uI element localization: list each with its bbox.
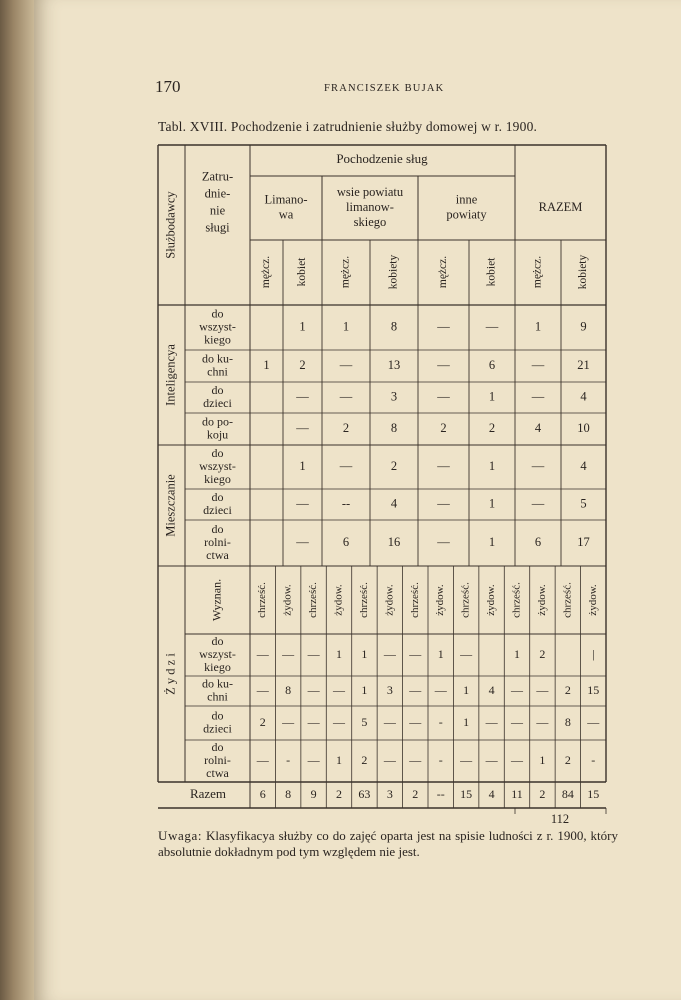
razem-value: 2	[412, 786, 419, 801]
razem-value: 11	[511, 786, 523, 801]
table-caption: Tabl. XVIII. Pochodzenie i zatrudnienie służby domowej w r. 1900.	[158, 119, 538, 134]
cell-value: -	[438, 752, 443, 767]
cell-value: —	[307, 682, 320, 697]
razem-value: 15	[460, 786, 473, 801]
running-head: FRANCISZEK BUJAK	[324, 83, 445, 94]
row-label: wszyst-	[199, 319, 236, 334]
cell-value: 4	[580, 389, 587, 404]
cell-value: —	[409, 752, 422, 767]
cell-value: 4	[534, 420, 542, 435]
row-label: do po-	[202, 414, 233, 429]
row-label: do	[211, 306, 224, 321]
cell-value: —	[485, 319, 499, 334]
col-zatrudnienie-header: nie	[209, 203, 226, 218]
cell-value: —	[437, 319, 450, 334]
cell-value: 1	[361, 646, 368, 661]
row-label: dzieci	[203, 395, 232, 410]
cell-value: —	[307, 714, 320, 729]
row-label: do	[211, 708, 224, 723]
row-label: dzieci	[203, 721, 232, 736]
wyznan-subheader: żydow.	[332, 584, 345, 616]
wyznan-subheader: chrześć.	[510, 582, 523, 618]
cell-value: —	[511, 752, 523, 767]
razem-label: Razem	[189, 785, 227, 801]
cell-value: —	[536, 682, 549, 697]
row-label: do	[211, 382, 224, 397]
note-text: Klasyfikacya służby co do zajęć oparta jest na spisie ludności z r. 1900, który absolutnie dokładnym pod tym względem nie jest.	[158, 828, 618, 859]
cell-value: 5	[580, 496, 587, 511]
wyznan-header: Wyznan.	[209, 578, 224, 622]
cell-value: —	[333, 682, 345, 697]
cell-value: 4	[580, 458, 587, 473]
cell-value: —	[460, 752, 473, 767]
cell-value: —	[434, 682, 447, 697]
cell-value: 2	[299, 357, 306, 372]
cell-value: 5	[361, 714, 368, 729]
section-label-zydzi: Ż y d z i	[163, 653, 178, 695]
cell-value: 6	[488, 357, 496, 372]
cell-value: —	[536, 714, 549, 729]
origin-group-header: wsie powiatu	[336, 184, 404, 199]
cell-value: |	[592, 646, 595, 661]
cell-value: 3	[390, 389, 398, 404]
razem-value: 9	[310, 786, 317, 801]
sex-header: mężcz.	[339, 255, 352, 289]
cell-value: —	[511, 714, 523, 729]
cell-value: —	[485, 714, 498, 729]
row-label: do	[211, 445, 224, 460]
cell-value: 2	[259, 714, 266, 729]
cell-value: —	[511, 682, 523, 697]
col-zatrudnienie-header: Zatru-	[201, 169, 234, 184]
razem-value: 84	[561, 786, 574, 801]
row-label: rolni-	[204, 752, 231, 767]
cell-value: 15	[587, 682, 600, 697]
row-label: rolni-	[204, 534, 231, 549]
cell-value: —	[383, 714, 396, 729]
cell-value: 8	[390, 420, 398, 435]
cell-value: —	[307, 646, 320, 661]
row-label: chni	[207, 364, 228, 379]
origin-header: Pochodzenie sług	[336, 150, 428, 166]
cell-value: --	[341, 496, 351, 511]
cell-value: 6	[342, 534, 350, 549]
cell-value: —	[383, 752, 396, 767]
razem-value: 6	[259, 786, 266, 801]
cell-value: 21	[577, 357, 590, 372]
razem-value: 2	[539, 786, 546, 801]
row-label: dzieci	[203, 502, 232, 517]
row-label: wszyst-	[199, 458, 236, 473]
cell-value: —	[296, 420, 309, 435]
row-label: do	[211, 489, 224, 504]
cell-value: —	[307, 752, 320, 767]
razem-value: 63	[358, 786, 371, 801]
cell-value: 2	[539, 646, 546, 661]
cell-value: 2	[564, 682, 571, 697]
cell-value: 2	[342, 420, 350, 435]
sex-header: kobiety	[387, 254, 400, 290]
cell-value: 2	[361, 752, 368, 767]
cell-value: 1	[463, 714, 470, 729]
wyznan-subheader: chrześć.	[408, 582, 421, 618]
col-zatrudnienie-header: dnie-	[204, 186, 231, 201]
sex-header: kobiety	[577, 254, 590, 290]
cell-value: —	[437, 458, 450, 473]
cell-value: —	[256, 682, 269, 697]
origin-group-header: powiaty	[446, 207, 487, 222]
wyznan-subheader: żydow.	[586, 584, 599, 616]
sex-header: mężcz.	[531, 255, 544, 289]
cell-value: 16	[387, 534, 401, 549]
cell-value: -	[438, 714, 443, 729]
cell-value: —	[437, 357, 450, 372]
cell-value: —	[282, 646, 295, 661]
cell-value: 1	[488, 496, 496, 511]
row-label: kiego	[204, 471, 231, 486]
cell-value: 2	[564, 752, 571, 767]
row-label: chni	[207, 689, 228, 704]
cell-value: 1	[299, 458, 306, 473]
cell-value: -	[286, 752, 291, 767]
wyznan-subheader: żydow.	[535, 584, 548, 616]
cell-value: —	[531, 389, 545, 404]
wyznan-subheader: żydow.	[281, 584, 294, 616]
cell-value: —	[256, 646, 269, 661]
wyznan-subheader: żydow.	[485, 584, 498, 616]
cell-value: —	[409, 714, 422, 729]
cell-value: 1	[361, 682, 368, 697]
cell-value: —	[296, 389, 309, 404]
cell-value: 13	[387, 357, 401, 372]
cell-value: 1	[488, 389, 496, 404]
cell-value: —	[531, 458, 545, 473]
cell-value: 3	[386, 682, 393, 697]
note-label: Uwaga:	[158, 828, 203, 843]
page-number: 170	[155, 77, 181, 96]
cell-value: 4	[390, 496, 398, 511]
cell-value: 9	[580, 319, 587, 334]
origin-group-header: Limano-	[264, 192, 308, 207]
cell-value: —	[333, 714, 345, 729]
wyznan-subheader: chrześć.	[357, 582, 370, 618]
cell-value: —	[437, 534, 450, 549]
cell-value: —	[531, 357, 545, 372]
cell-value: 1	[263, 357, 270, 372]
cell-value: 17	[577, 534, 590, 549]
table-note	[158, 828, 618, 860]
razem-value: 3	[386, 786, 393, 801]
wyznan-subheader: chrześć.	[459, 582, 472, 618]
wyznan-subheader: chrześć.	[256, 582, 269, 618]
cell-value: 8	[564, 714, 571, 729]
cell-value: -	[591, 752, 596, 767]
origin-group-header: limanow-	[346, 199, 394, 214]
cell-value: 10	[577, 420, 590, 435]
row-label: do ku-	[202, 351, 233, 366]
row-label: do ku-	[202, 676, 233, 691]
col-sluzbodawcy-header: Służbodawcy	[163, 191, 178, 259]
cell-value: 1	[463, 682, 470, 697]
cell-value: 2	[488, 420, 496, 435]
row-label: do	[211, 521, 224, 536]
sex-header: kobiet	[485, 257, 498, 287]
cell-value: 1	[342, 319, 350, 334]
cell-value: 1	[336, 752, 342, 767]
row-label: do	[211, 739, 224, 754]
cell-value: 1	[539, 752, 546, 767]
cell-value: 1	[336, 646, 342, 661]
cell-value: —	[409, 682, 422, 697]
section-label: Inteligencya	[163, 344, 178, 406]
cell-value: 1	[299, 319, 306, 334]
cell-value: 6	[534, 534, 542, 549]
cell-value: —	[296, 496, 309, 511]
wyznan-subheader: chrześć.	[561, 582, 574, 618]
origin-group-header: skiego	[353, 214, 387, 229]
sex-header: kobiet	[296, 257, 309, 287]
sex-header: mężcz.	[437, 255, 450, 289]
row-label: wszyst-	[199, 646, 236, 661]
razem-value: --	[436, 786, 445, 801]
cell-value: —	[409, 646, 422, 661]
cell-value: 1	[437, 646, 444, 661]
cell-value: —	[460, 646, 473, 661]
cell-value: —	[339, 357, 353, 372]
cell-value: —	[485, 752, 498, 767]
row-label: do	[211, 633, 224, 648]
section-label: Mieszczanie	[163, 474, 178, 537]
wyznan-subheader: żydow.	[434, 584, 447, 616]
cell-value: —	[296, 534, 309, 549]
cell-value: 2	[390, 458, 398, 473]
origin-group-header: wa	[278, 207, 294, 222]
cell-value: 8	[390, 319, 398, 334]
origin-group-header: RAZEM	[538, 199, 583, 214]
cell-value: 1	[534, 319, 542, 334]
cell-value: 2	[440, 420, 447, 435]
grand-total: 112	[550, 811, 570, 826]
cell-value: 1	[514, 646, 520, 661]
cell-value: —	[256, 752, 269, 767]
cell-value: —	[282, 714, 295, 729]
wyznan-subheader: chrześć.	[307, 582, 320, 618]
cell-value: —	[437, 496, 450, 511]
wyznan-subheader: żydow.	[383, 584, 396, 616]
row-label: ctwa	[206, 547, 229, 562]
razem-value: 2	[336, 786, 342, 801]
cell-value: 8	[285, 682, 292, 697]
row-label: ctwa	[206, 765, 229, 780]
cell-value: —	[531, 496, 545, 511]
cell-value: —	[587, 714, 600, 729]
razem-value: 8	[285, 786, 292, 801]
row-label: kiego	[204, 332, 231, 347]
cell-value: —	[437, 389, 450, 404]
cell-value: 1	[488, 534, 496, 549]
row-label: koju	[206, 427, 229, 442]
cell-value: —	[339, 458, 353, 473]
sex-header: mężcz.	[260, 255, 273, 289]
cell-value: 1	[488, 458, 496, 473]
cell-value: —	[339, 389, 353, 404]
cell-value: —	[383, 646, 396, 661]
col-zatrudnienie-header: sługi	[205, 220, 230, 235]
row-label: kiego	[204, 659, 231, 674]
cell-value: 4	[488, 682, 495, 697]
origin-group-header: inne	[455, 192, 478, 207]
razem-value: 4	[488, 786, 495, 801]
razem-value: 15	[587, 786, 600, 801]
